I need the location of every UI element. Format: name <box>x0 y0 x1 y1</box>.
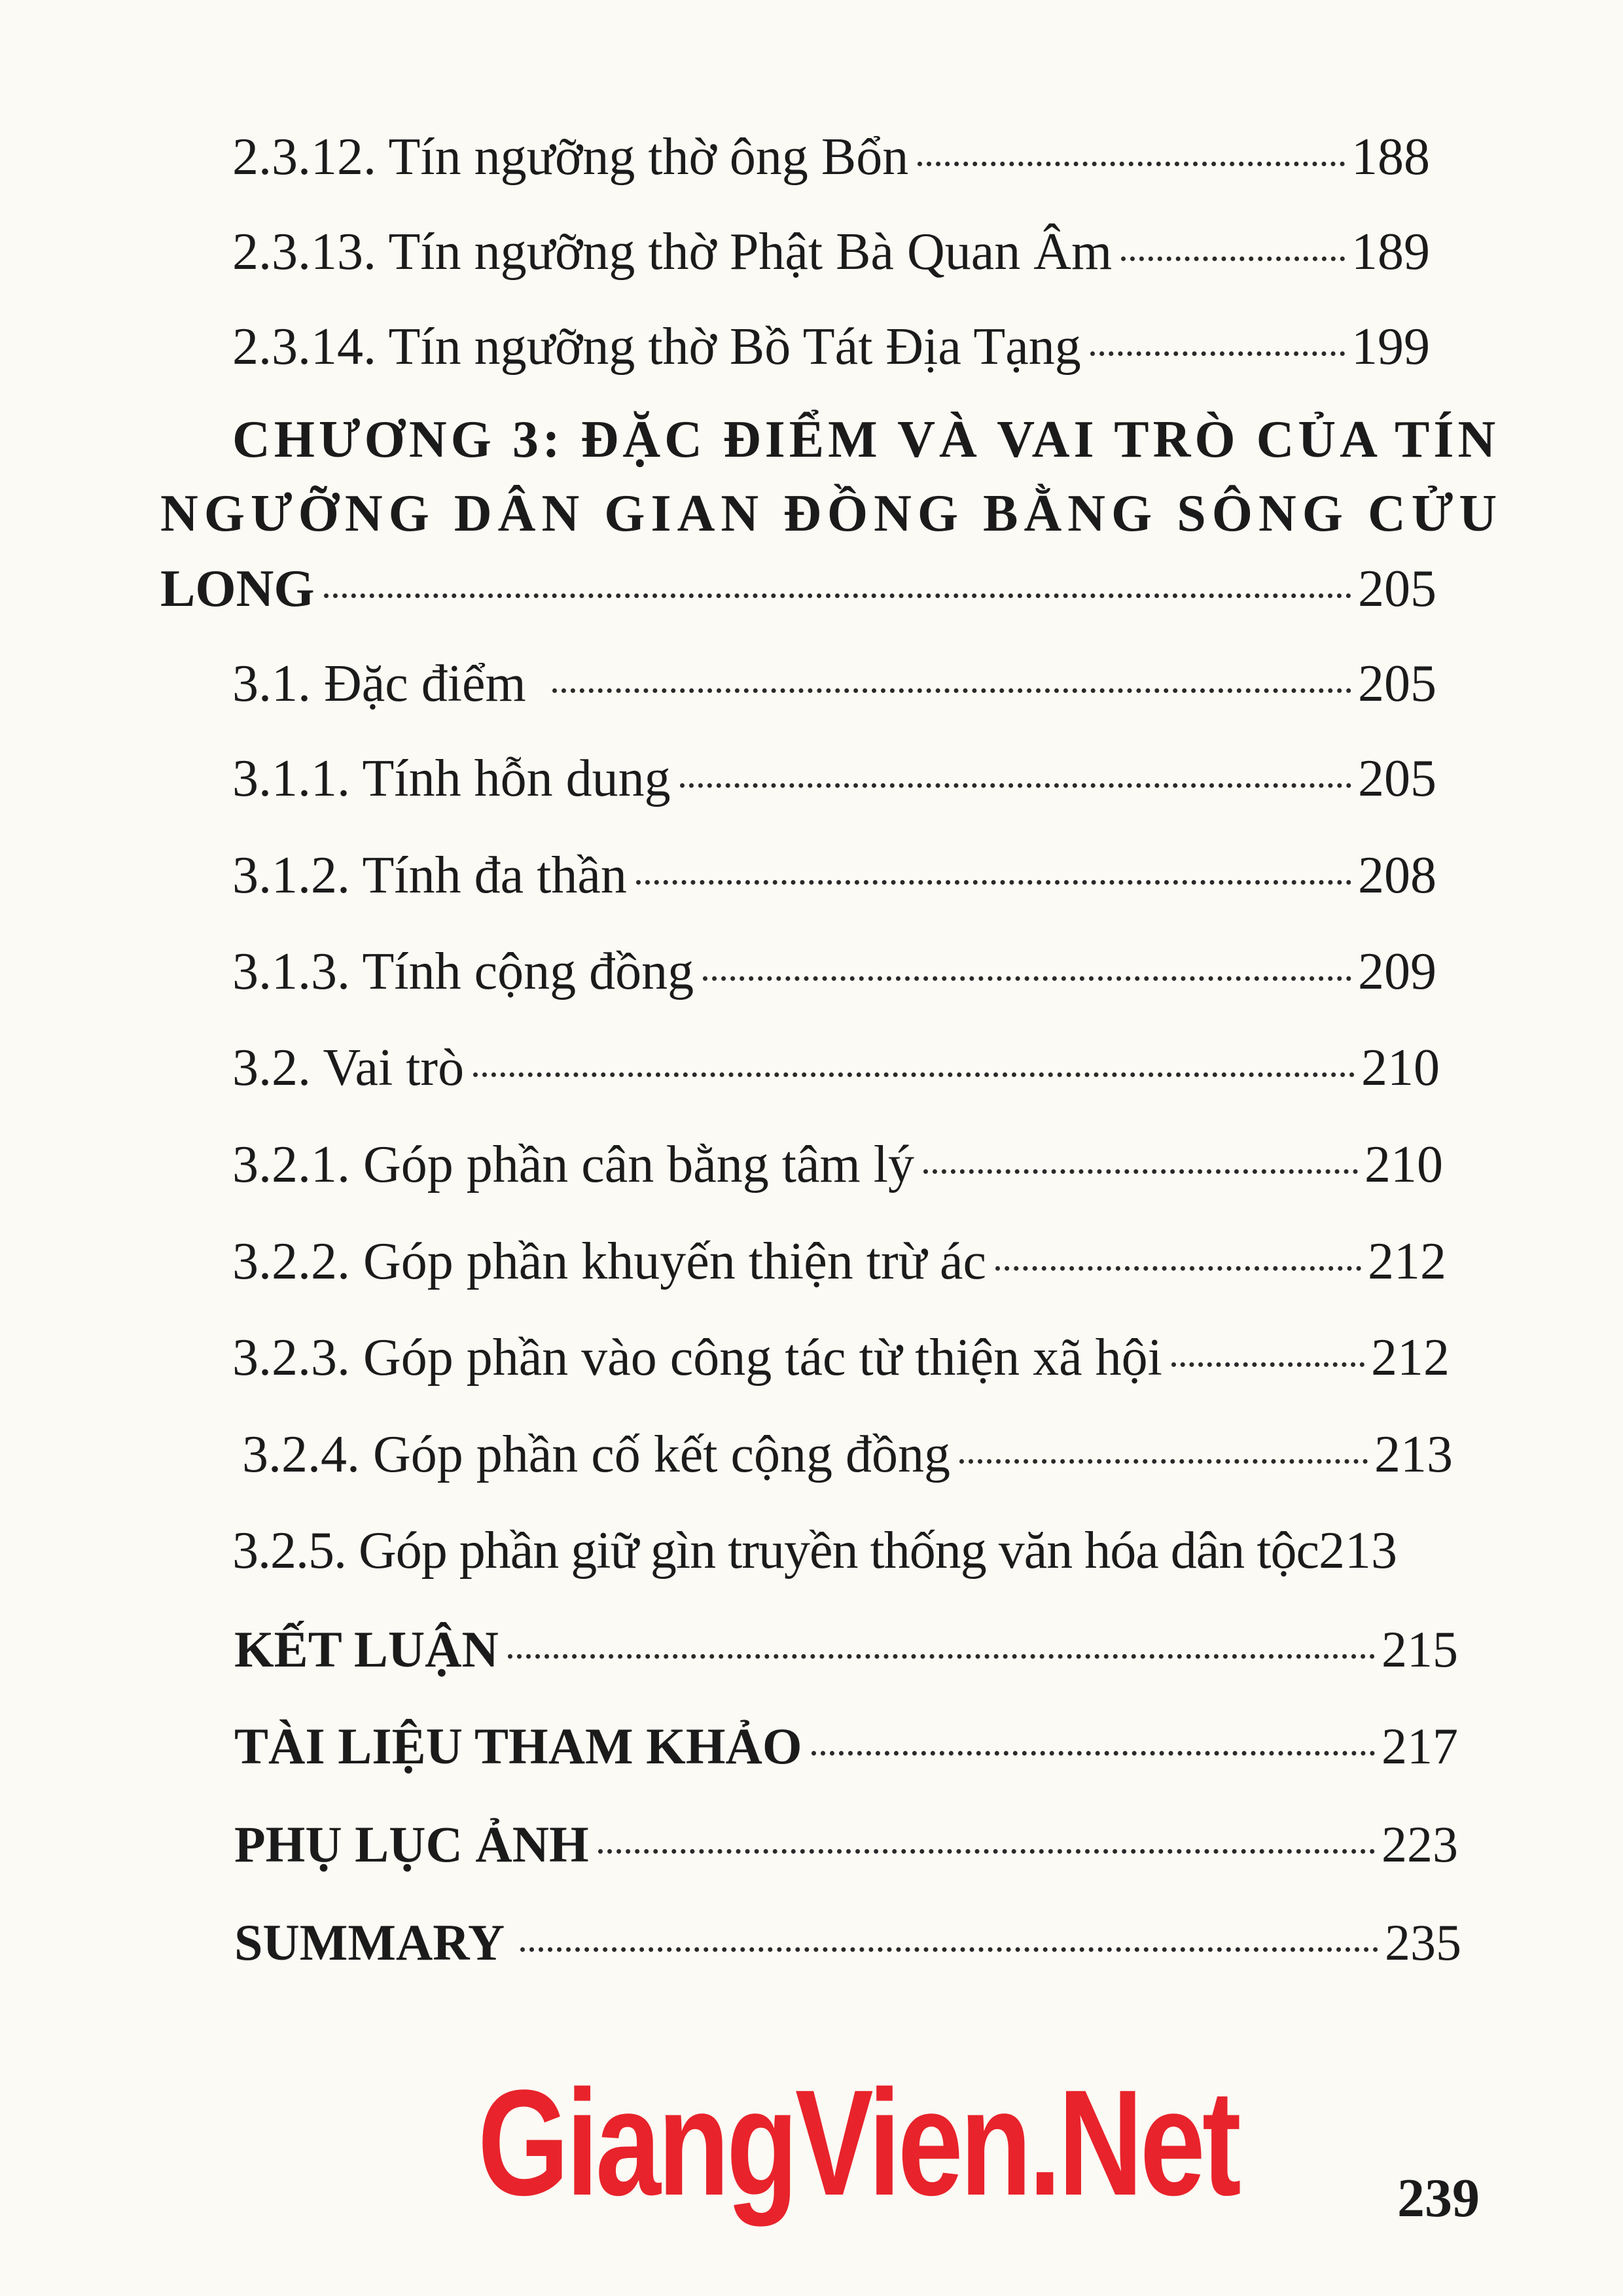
toc-entry[interactable] <box>232 752 1436 805</box>
toc-entry[interactable] <box>234 1816 1458 1873</box>
toc-entry[interactable] <box>232 849 1436 902</box>
dot-leader <box>995 1266 1361 1271</box>
toc-entry[interactable] <box>234 1914 1461 1971</box>
toc-entry-page: 210 <box>1361 1039 1440 1097</box>
dot-leader <box>636 880 1351 885</box>
toc-entry-page: 210 <box>1364 1136 1443 1193</box>
toc-entry-page: 199 <box>1351 318 1430 376</box>
toc-entry-page: 188 <box>1351 128 1430 186</box>
toc-entry-page: 223 <box>1382 1816 1458 1873</box>
toc-entry-page: 209 <box>1358 943 1436 1000</box>
dot-leader <box>918 162 1345 166</box>
page-number: 239 <box>1397 2168 1480 2229</box>
toc-entry-page: 235 <box>1385 1914 1461 1971</box>
toc-entry-title: 3.1. Đặc điểm <box>232 655 526 713</box>
toc-entry-title: 3.2.1. Góp phần cân bằng tâm lý <box>232 1136 914 1193</box>
toc-entry-page: 212 <box>1368 1233 1446 1290</box>
toc-entry-title: 3.1.3. Tính cộng đồng <box>232 943 694 1000</box>
toc-entry-title: SUMMARY <box>234 1914 505 1971</box>
toc-entry-title: 3.2.4. Góp phần cố kết cộng đồng <box>242 1426 951 1483</box>
dot-leader <box>508 1654 1375 1659</box>
toc-entry-title: 3.2. Vai trò <box>232 1039 465 1097</box>
toc-entry-page: 208 <box>1358 847 1436 904</box>
toc-entry-page: 189 <box>1351 223 1430 281</box>
toc-entry-title: 3.2.3. Góp phần vào công tác từ thiện xã hội <box>232 1329 1162 1386</box>
dot-leader <box>923 1169 1358 1174</box>
dot-leader <box>324 593 1351 598</box>
dot-leader <box>598 1849 1375 1854</box>
toc-entry-page: 212 <box>1371 1329 1450 1386</box>
toc-entry[interactable] <box>232 1235 1446 1288</box>
toc-entry[interactable] <box>232 655 1436 713</box>
chapter-heading-entry[interactable] <box>160 560 1436 618</box>
toc-entry-title: 3.1.1. Tính hỗn dung <box>232 750 671 807</box>
toc-entry-title: 2.3.13. Tín ngưỡng thờ Phật Bà Quan Âm <box>232 223 1113 281</box>
chapter-heading-line-3: LONG <box>160 560 315 618</box>
toc-entry[interactable] <box>232 318 1430 376</box>
toc-entry-page: 205 <box>1358 655 1436 713</box>
dot-leader <box>520 1947 1378 1952</box>
toc-entry-title: 3.2.5. Góp phần giữ gìn truyền thống văn hóa dân tộc <box>232 1522 1319 1580</box>
toc-entry[interactable] <box>242 1428 1453 1481</box>
dot-leader <box>680 783 1351 788</box>
toc-entry-page: 205 <box>1358 560 1436 618</box>
toc-entry-title: 2.3.14. Tín ngưỡng thờ Bồ Tát Địa Tạng <box>232 318 1081 376</box>
dot-leader <box>552 688 1351 693</box>
dot-leader <box>1171 1362 1364 1367</box>
toc-entry[interactable] <box>232 1329 1450 1386</box>
toc-entry[interactable] <box>232 945 1436 998</box>
toc-entry[interactable] <box>234 1718 1458 1775</box>
toc-entry-title: KẾT LUẬN <box>234 1621 499 1678</box>
toc-entry[interactable] <box>234 1621 1458 1678</box>
toc-entry[interactable] <box>232 128 1430 186</box>
toc-entry-page: 205 <box>1358 750 1436 807</box>
toc-entry-page: 217 <box>1382 1718 1458 1775</box>
toc-entry-title: 3.1.2. Tính đa thần <box>232 847 627 904</box>
toc-entry[interactable] <box>232 1522 1463 1580</box>
dot-leader <box>703 976 1351 981</box>
dot-leader <box>1121 256 1345 261</box>
chapter-heading-line-2: NGƯỠNG DÂN GIAN ĐỒNG BẰNG SÔNG CỬU <box>160 485 1503 542</box>
dot-leader <box>812 1751 1375 1756</box>
toc-entry-title: TÀI LIỆU THAM KHẢO <box>234 1718 802 1775</box>
dot-leader <box>1090 351 1345 356</box>
toc-entry-title: 2.3.12. Tín ngưỡng thờ ông Bổn <box>232 128 909 186</box>
toc-entry-page: 213 <box>1318 1522 1397 1580</box>
watermark: GiangVien.Net <box>478 2058 1239 2227</box>
toc-entry[interactable] <box>232 1136 1443 1193</box>
chapter-heading-line-1: CHƯƠNG 3: ĐẶC ĐIỂM VÀ VAI TRÒ CỦA TÍN <box>232 411 1500 468</box>
toc-entry[interactable] <box>232 223 1430 281</box>
toc-entry-page: 213 <box>1374 1426 1453 1483</box>
toc-entry[interactable] <box>232 1039 1440 1097</box>
toc-entry-page: 215 <box>1382 1621 1458 1678</box>
dot-leader <box>959 1459 1368 1464</box>
dot-leader <box>473 1072 1355 1077</box>
toc-entry-title: 3.2.2. Góp phần khuyến thiện trừ ác <box>232 1233 986 1290</box>
toc-entry-title: PHỤ LỤC ẢNH <box>234 1816 589 1873</box>
